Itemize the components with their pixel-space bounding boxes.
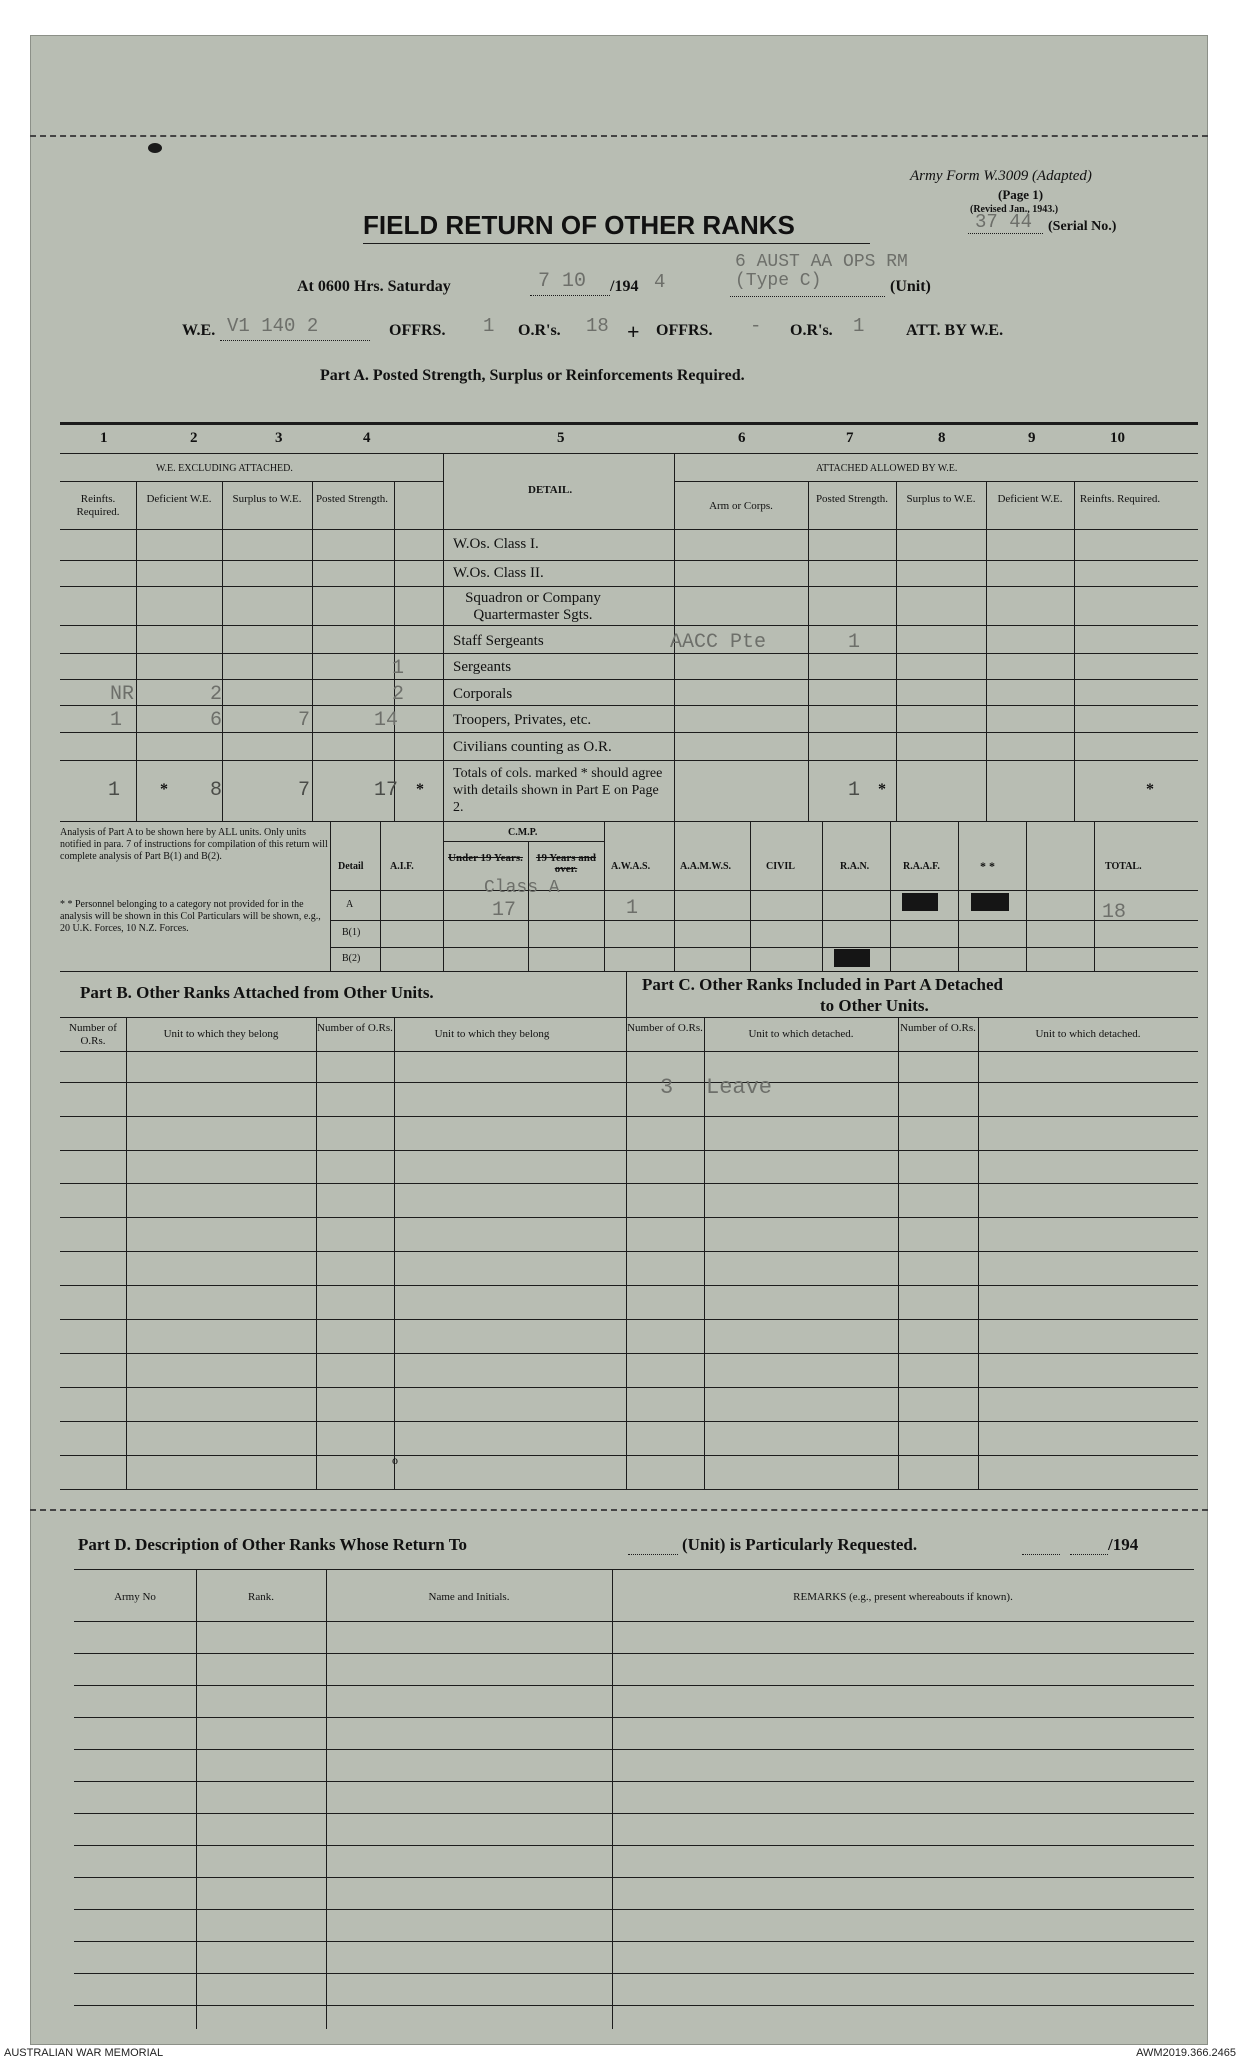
part-bc-row-rule (60, 1251, 1198, 1252)
col-num-6: 6 (738, 430, 746, 446)
privates-deficient: 6 (210, 709, 223, 732)
star-mark: * (416, 781, 424, 798)
aif-class-note: Class A (484, 878, 560, 898)
part-d-col-army-no: Army No (114, 1591, 156, 1603)
stray-mark: o (392, 1453, 398, 1467)
ors-value: 18 (586, 315, 609, 337)
part-bc-row-rule (60, 1217, 1198, 1218)
col-rule (196, 1569, 197, 2029)
offrs2-label: OFFRS. (656, 322, 713, 339)
detail-row: Corporals (453, 686, 513, 702)
part-b-col-unit-2: Unit to which they belong (434, 1028, 550, 1040)
personnel-note: * * Personnel belonging to a category not provided for in the analysis will be shown in this Col Particulars will be shown, e.g., 20 U.K. Forces, 10 N.Z. Forces. (60, 899, 321, 934)
col-num-5: 5 (557, 430, 565, 446)
ors2-label: O.R's. (790, 322, 833, 339)
corporals-posted: 2 (392, 683, 405, 706)
cmp-under-header: Under 19 Years. (448, 852, 523, 864)
part-bc-divider (626, 971, 627, 1489)
col-rule (126, 1017, 127, 1489)
part-d-row-rule (74, 1941, 1194, 1942)
col-header-reinfts-att: Reinfts. Required. (1079, 493, 1161, 505)
date-underline (530, 295, 610, 296)
year-label: /194 (610, 278, 639, 295)
analysis-row-b1: B(1) (342, 927, 361, 938)
col-header-reinfts: Reinfts. Required. (76, 493, 120, 518)
raaf-header: R.A.A.F. (903, 861, 940, 872)
ink-blot (148, 143, 162, 153)
detached-number: 3 (660, 1075, 674, 1100)
col-num-9: 9 (1028, 430, 1036, 446)
part-b-header-rule (60, 1017, 626, 1018)
right-group-rule (674, 481, 1198, 482)
row-rule (60, 560, 1198, 561)
row-rule (60, 760, 1198, 761)
analysis-note: Analysis of Part A to be shown here by ALL units. Only units notified in para. 7 of instructions for compilation of this return will complete analysis of Part B(1) and B(2). (60, 827, 328, 862)
detail-row: Troopers, Privates, etc. (453, 712, 592, 728)
row-rule (60, 732, 1198, 733)
part-b-col-number: Number of O.Rs. (69, 1022, 117, 1047)
part-c-col-unit-2: Unit to which detached. (1035, 1028, 1141, 1040)
analysis-row-a: A (346, 899, 354, 910)
redaction-mark (971, 893, 1009, 911)
col-rule (380, 821, 381, 971)
stars-header: * * (980, 859, 995, 873)
serial-label: (Serial No.) (1048, 219, 1117, 234)
plus-sign: + (627, 319, 640, 344)
col-rule (316, 1017, 317, 1489)
col-num-7: 7 (846, 430, 854, 446)
part-bc-row-rule (60, 1353, 1198, 1354)
part-c-title-1: Part C. Other Ranks Included in Part A Detached (642, 975, 1003, 994)
col-num-2: 2 (190, 430, 198, 446)
total-header: TOTAL. (1105, 861, 1142, 872)
detail-row: W.Os. Class II. (453, 565, 544, 581)
sergeants-posted: 1 (392, 657, 405, 680)
col-rule (958, 821, 959, 971)
page-title: FIELD RETURN OF OTHER RANKS (363, 210, 795, 240)
we-label: W.E. (182, 322, 216, 339)
part-d-row-rule (74, 1781, 1194, 1782)
corporals-reinfts: NR (110, 683, 135, 706)
left-group-header: W.E. EXCLUDING ATTACHED. (156, 463, 293, 474)
part-bc-row-rule (60, 1082, 1198, 1083)
detail-row: Staff Sergeants (453, 633, 544, 649)
row-rule (60, 679, 1198, 680)
col-header-deficient: Deficient W.E. (146, 493, 212, 505)
part-bc-row-rule (60, 1421, 1198, 1422)
offrs-value: 1 (483, 315, 495, 337)
part-b-col-unit: Unit to which they belong (163, 1028, 279, 1040)
col-header-deficient-att: Deficient W.E. (997, 493, 1063, 505)
total-posted: 17 (374, 779, 399, 802)
we-underline (220, 340, 370, 341)
part-c-title-2: to Other Units. (820, 996, 929, 1015)
posted-att-value: 1 (848, 631, 861, 654)
part-c-col-unit: Unit to which detached. (748, 1028, 854, 1040)
revised-label: (Revised Jan., 1943.) (970, 204, 1059, 215)
we-value: V1 140 2 (227, 315, 319, 337)
col-num-3: 3 (275, 430, 283, 446)
unit-underline (730, 296, 885, 297)
part-d-row-rule (74, 1749, 1194, 1750)
part-bc-row-rule (60, 1387, 1198, 1388)
star-mark: * (1146, 781, 1154, 798)
col-rule (1026, 821, 1027, 971)
ors-label: O.R's. (518, 322, 561, 339)
part-d-row-rule (74, 1653, 1194, 1654)
part-d-col-name: Name and Initials. (428, 1591, 510, 1603)
part-c-header-rule (626, 1017, 1198, 1018)
col-num-rule (60, 453, 1198, 454)
corporals-deficient: 2 (210, 683, 223, 706)
part-d-date-text: /194 (1108, 1535, 1139, 1554)
detail-row: W.Os. Class I. (453, 536, 539, 552)
cmp-over-header: 19 Years and over. (535, 852, 597, 875)
detail-row: Sergeants (453, 659, 512, 675)
total-surplus: 7 (298, 779, 311, 802)
army-form-label: Army Form W.3009 (Adapted) (910, 168, 1092, 184)
arm-corps-value: AACC Pte (670, 631, 767, 654)
col-rule (136, 481, 137, 821)
part-bc-row-rule (60, 1319, 1198, 1320)
form-sheet (30, 35, 1208, 2045)
privates-surplus: 7 (298, 709, 311, 732)
cmp-over-value: 1 (626, 897, 639, 920)
row-rule (60, 625, 1198, 626)
part-d-row-rule (74, 1813, 1194, 1814)
right-group-header: ATTACHED ALLOWED BY W.E. (816, 463, 958, 474)
col-rule (896, 481, 897, 821)
col-rule (750, 821, 751, 971)
at-label: At 0600 Hrs. Saturday (297, 278, 451, 295)
ran-header: R.A.N. (840, 861, 870, 872)
cmp-header: C.M.P. (508, 827, 538, 838)
offrs2-value: - (750, 315, 762, 337)
unit-label: (Unit) (890, 278, 931, 295)
detail-header: DETAIL. (528, 484, 573, 496)
part-d-row-rule (74, 1973, 1194, 1974)
aamws-header: A.A.M.W.S. (680, 861, 732, 872)
part-d-row-rule (74, 2005, 1194, 2006)
analysis-detail-header: Detail (338, 861, 364, 872)
col-header-posted-att: Posted Strength. (815, 493, 889, 505)
privates-posted: 14 (374, 709, 399, 732)
col-rule (674, 821, 675, 971)
col-rule (443, 821, 444, 971)
part-d-title: Part D. Description of Other Ranks Whose Return To (78, 1535, 467, 1554)
total-reinfts: 1 (108, 779, 121, 802)
unit-value-2: (Type C) (735, 271, 822, 291)
col-rule (443, 453, 444, 821)
col-header-surplus: Surplus to W.E. (232, 493, 302, 505)
part-d-row-rule (74, 1621, 1194, 1622)
part-bc-row-rule (60, 1183, 1198, 1184)
col-rule (394, 481, 395, 821)
col-rule (822, 821, 823, 971)
analysis-total-value: 18 (1102, 901, 1127, 924)
col-rule (978, 1017, 979, 1489)
col-rule (612, 1569, 613, 2029)
part-a-top-rule (60, 422, 1198, 425)
col-rule (898, 1017, 899, 1489)
part-d-col-remarks: REMARKS (e.g., present whereabouts if known). (793, 1591, 1013, 1603)
ors2-value: 1 (853, 315, 865, 337)
row-rule (60, 821, 1198, 822)
part-bc-row-rule (60, 1455, 1198, 1456)
detail-row: Civilians counting as O.R. (453, 739, 612, 755)
serial-underline (968, 233, 1043, 234)
part-d-row-rule (74, 1685, 1194, 1686)
col-header-surplus-att: Surplus to W.E. (906, 493, 976, 505)
row-rule (60, 653, 1198, 654)
col-rule (604, 821, 605, 971)
analysis-bottom-rule (60, 971, 1198, 972)
row-rule (60, 529, 1198, 530)
offrs-label: OFFRS. (389, 322, 446, 339)
col-rule (808, 481, 809, 821)
analysis-row-rule (330, 947, 1198, 948)
col-num-1: 1 (100, 430, 108, 446)
detail-row-totals: Totals of cols. marked * should agree with details shown in Part E on Page 2. (453, 766, 663, 815)
col-rule (222, 481, 223, 821)
att-label: ATT. BY W.E. (906, 322, 1004, 339)
total-posted-att: 1 (848, 779, 861, 802)
part-d-date-blank (1070, 1554, 1108, 1555)
part-c-col-number: Number of O.Rs. (627, 1022, 703, 1034)
privates-reinfts: 1 (110, 709, 123, 732)
col-rule (394, 1017, 395, 1489)
page-label: (Page 1) (998, 187, 1044, 202)
total-deficient: 8 (210, 779, 223, 802)
col-rule (326, 1569, 327, 2029)
year-digit: 4 (654, 271, 666, 293)
col-rule (890, 821, 891, 971)
unit-value-1: 6 AUST AA OPS RM (735, 252, 908, 272)
part-bc-row-rule (60, 1285, 1198, 1286)
awas-header: A.W.A.S. (611, 861, 651, 872)
col-rule (1094, 821, 1095, 971)
row-rule (60, 705, 1198, 706)
title-underline (363, 243, 870, 244)
perforation-line (30, 1509, 1208, 1511)
part-bc-row-rule (60, 1051, 1198, 1052)
part-d-col-rank: Rank. (248, 1591, 274, 1603)
part-bc-row-rule (60, 1150, 1198, 1151)
part-bc-bottom-rule (60, 1489, 1198, 1490)
redaction-mark (834, 949, 870, 967)
redaction-mark (902, 893, 938, 911)
part-d-unit-text: (Unit) is Particularly Requested. (682, 1535, 918, 1554)
part-d-top-rule (74, 1569, 1194, 1570)
col-header-arm: Arm or Corps. (709, 500, 773, 512)
part-d-row-rule (74, 1717, 1194, 1718)
footer-left: AUSTRALIAN WAR MEMORIAL (4, 2047, 164, 2059)
part-d-date-blank (1022, 1554, 1060, 1555)
col-num-8: 8 (938, 430, 946, 446)
analysis-row-rule (330, 920, 1198, 921)
aif-header: A.I.F. (390, 861, 414, 872)
part-d-row-rule (74, 1877, 1194, 1878)
part-bc-row-rule (60, 1116, 1198, 1117)
col-rule (330, 821, 331, 971)
col-num-10: 10 (1110, 430, 1125, 446)
detail-row: Squadron or Company Quartermaster Sgts. (465, 590, 601, 623)
col-rule (704, 1017, 705, 1489)
serial-value: 37 44 (975, 211, 1033, 233)
col-header-posted: Posted Strength. (315, 493, 389, 505)
col-rule (1074, 481, 1075, 821)
col-rule (986, 481, 987, 821)
cmp-rule (443, 841, 604, 842)
date-value: 7 10 (538, 270, 587, 293)
star-mark: * (878, 781, 886, 798)
part-b-title: Part B. Other Ranks Attached from Other Units. (80, 983, 434, 1002)
col-rule (312, 481, 313, 821)
aif-value: 17 (492, 899, 517, 922)
analysis-header-rule (330, 890, 1198, 891)
star-mark: * (160, 781, 168, 798)
part-d-row-rule (74, 1845, 1194, 1846)
analysis-row-b2: B(2) (342, 953, 361, 964)
part-d-row-rule (74, 1909, 1194, 1910)
detached-unit: Leave (706, 1075, 773, 1100)
civil-header: CIVIL (766, 861, 795, 872)
part-d-unit-blank (628, 1554, 678, 1555)
part-b-col-number-2: Number of O.Rs. (317, 1022, 393, 1034)
left-group-rule (60, 481, 443, 482)
perforation-line (30, 135, 1208, 137)
part-c-col-number-2: Number of O.Rs. (900, 1022, 976, 1034)
footer-right: AWM2019.366.2465 (1136, 2047, 1236, 2059)
part-a-title: Part A. Posted Strength, Surplus or Reinforcements Required. (320, 367, 745, 384)
row-rule (60, 586, 1198, 587)
col-num-4: 4 (363, 430, 371, 446)
